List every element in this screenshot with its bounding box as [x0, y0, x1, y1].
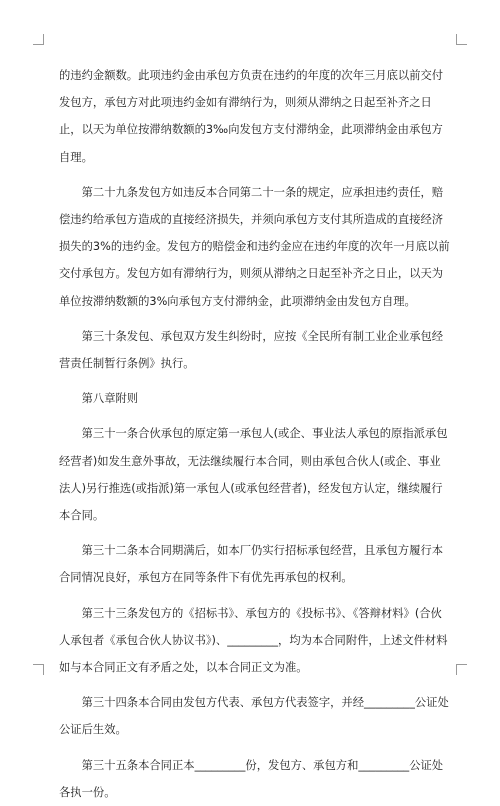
paragraph-article-32: 第三十二条本合同期满后，如本厂仍实行招标承包经营，且承包方履行本合同情况良好，承包方在同等条件下有优先再承包的权利。 — [59, 544, 444, 585]
chapter-8-heading: 第八章附则 — [59, 392, 139, 406]
document-body — [59, 62, 451, 806]
paragraph-article-29: 第二十九条发包方如违反本合同第二十一条的规定，应承担违约责任，赔偿违约给承包方造成的直接经济损失，并须向承包方支付其所造成的直接经济损失的3%的违约金。发包方的赔偿金和违约金应在违约年度的次年一月底以前交付承包方。发包方如有滞纳行为，则须从滞纳之日起至补齐之日止，以天为单位按滞纳数额的3%向承包方支付滞纳金，此项滞纳金由发包方自理。 — [59, 185, 450, 308]
paragraph-article-30: 第三十条发包、承包双方发生纠纷时，应按《全民所有制工业企业承包经营责任制暂行条例》执行。 — [59, 329, 444, 371]
crop-mark-bottom-right — [456, 664, 467, 675]
paragraph-article-31: 第三十一条合伙承包的原定第一承包人(或企、事业法人承包的原指派承包经营者)如发生意外事故，无法继续履行本合同，则由承包合伙人(或企、事业法人)另行推选(或指派)第一承包人(或承包经营者)，经发包方认定，继续履行本合同。 — [59, 427, 448, 523]
paragraph-penalty-continuation: 的违约金额数。此项违约金由承包方负责在违约的年度的次年三月底以前交付发包方，承包方对此项违约金如有滞纳行为，则须从滞纳之日起至补齐之日止，以天为单位按滞纳数额的3‰向发包方支付滞纳金，此项滞纳金由承包方自理。 — [59, 69, 444, 164]
paragraph-article-33: 第三十三条发包方的《招标书》、承包方的《投标书》、《答辩材料》(合伙人承包者《承包合伙人协议书》)、_________，均为本合同附件，上述文件材料如与本合同正文有矛盾之处，以本合同正文为准。 — [59, 606, 448, 675]
paragraph-article-34: 第三十四条本合同由发包方代表、承包方代表签字，并经_________公证处公证后生效。 — [59, 696, 449, 737]
crop-mark-bottom-left — [33, 664, 44, 675]
paragraph-article-35: 第三十五条本合同正本_________份，发包方、承包方和_________公证处各执一份。 — [59, 758, 444, 799]
crop-mark-top-left — [33, 34, 44, 45]
crop-mark-top-right — [456, 34, 467, 45]
